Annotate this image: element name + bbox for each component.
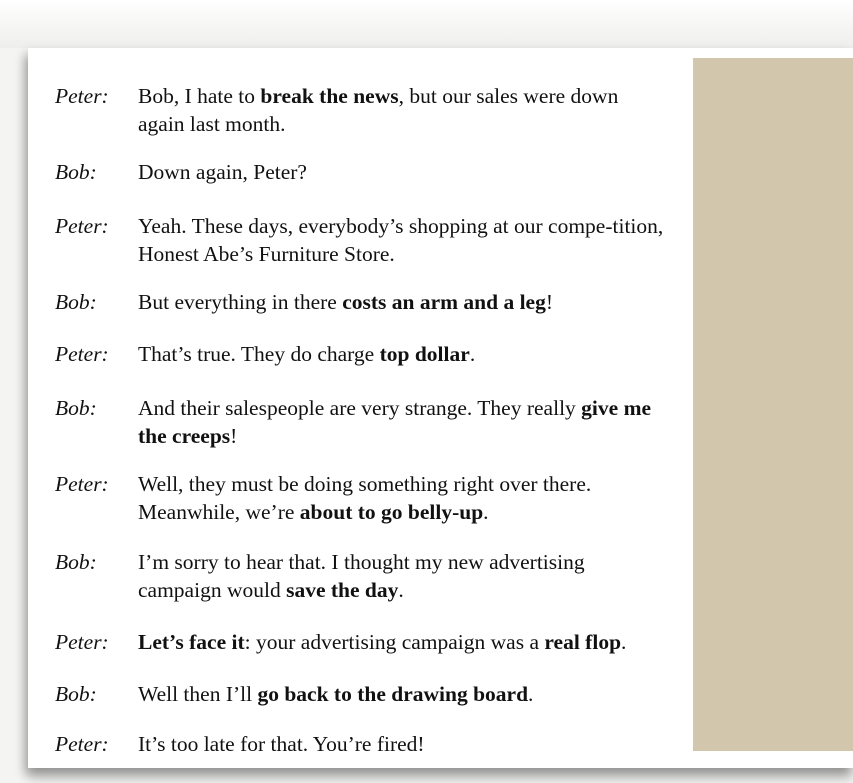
dialogue-line bbox=[55, 628, 665, 656]
speech-segment: Well then I’ll bbox=[138, 682, 258, 706]
dialogue-line bbox=[55, 158, 665, 186]
speech-text bbox=[138, 288, 665, 316]
speech-segment: Bob, I hate to bbox=[138, 84, 261, 108]
speaker-name: Bob: bbox=[55, 550, 97, 574]
speech-segment: . bbox=[469, 342, 476, 366]
idiom-phrase: go back to the drawing board bbox=[257, 682, 529, 706]
dialogue-line bbox=[55, 212, 665, 268]
side-panel bbox=[693, 58, 853, 751]
speech-text bbox=[138, 628, 665, 656]
idiom-phrase: about to go belly-up bbox=[299, 500, 484, 524]
speaker-name: Peter: bbox=[55, 472, 109, 496]
speaker-name: Bob: bbox=[55, 160, 97, 184]
speaker-name: Peter: bbox=[55, 84, 109, 108]
speech-text bbox=[138, 340, 665, 368]
idiom-phrase: real flop bbox=[544, 630, 622, 654]
dialogue-line bbox=[55, 548, 665, 604]
idiom-phrase: top dollar bbox=[379, 342, 470, 366]
dialogue-list bbox=[55, 82, 665, 758]
speech-segment: Down again, Peter? bbox=[138, 160, 307, 184]
dialogue-line bbox=[55, 470, 665, 526]
speaker-name: Bob: bbox=[55, 396, 97, 420]
idiom-phrase: save the day bbox=[286, 578, 399, 602]
dialogue-line bbox=[55, 340, 665, 368]
speech-segment: And their salespeople are very strange. They really bbox=[138, 396, 582, 420]
speech-segment: Well, they must be doing something right over there. Meanwhile, we’re bbox=[138, 472, 592, 524]
speech-segment: ! bbox=[545, 290, 554, 314]
speech-text bbox=[138, 470, 665, 526]
dialogue-line bbox=[55, 288, 665, 316]
speech-text bbox=[138, 394, 665, 450]
speech-segment: I’m sorry to hear that. I thought my new advertising campaign would bbox=[138, 550, 585, 602]
speaker-name: Peter: bbox=[55, 214, 109, 238]
speech-segment: : your advertising campaign was a bbox=[244, 630, 545, 654]
dialogue-line bbox=[55, 394, 665, 450]
speaker-name: Peter: bbox=[55, 732, 109, 756]
dialogue-line bbox=[55, 680, 665, 708]
speech-segment: . bbox=[528, 682, 534, 706]
speech-segment: , but our sales were down again last month. bbox=[138, 84, 619, 136]
speaker-name: Bob: bbox=[55, 290, 97, 314]
speaker-name: Bob: bbox=[55, 682, 97, 706]
speech-segment: ! bbox=[230, 424, 238, 448]
idiom-phrase: break the news bbox=[260, 84, 399, 108]
idiom-phrase: costs an arm and a leg bbox=[342, 290, 546, 314]
speech-segment: . bbox=[483, 500, 489, 524]
idiom-phrase: Let’s face it bbox=[138, 630, 245, 654]
speech-text bbox=[138, 680, 665, 708]
speech-text bbox=[138, 212, 665, 268]
speech-text bbox=[138, 548, 665, 604]
speech-text bbox=[138, 730, 665, 758]
speech-segment: . bbox=[621, 630, 627, 654]
speech-text bbox=[138, 158, 665, 186]
speaker-name: Peter: bbox=[55, 342, 109, 366]
speech-text bbox=[138, 82, 665, 138]
speech-segment: . bbox=[398, 578, 404, 602]
speaker-name: Peter: bbox=[55, 630, 109, 654]
page-background bbox=[0, 0, 853, 48]
speech-segment: That’s true. They do charge bbox=[138, 342, 380, 366]
idiom-phrase: give me the creeps bbox=[138, 396, 652, 448]
dialogue-line bbox=[55, 730, 665, 758]
dialogue-line bbox=[55, 82, 665, 138]
speech-segment: It’s too late for that. You’re fired! bbox=[138, 732, 425, 756]
speech-segment: Yeah. These days, everybody’s shopping at our compe-tition, Honest Abe’s Furniture Store. bbox=[138, 214, 664, 266]
speech-segment: But everything in there bbox=[138, 290, 343, 314]
